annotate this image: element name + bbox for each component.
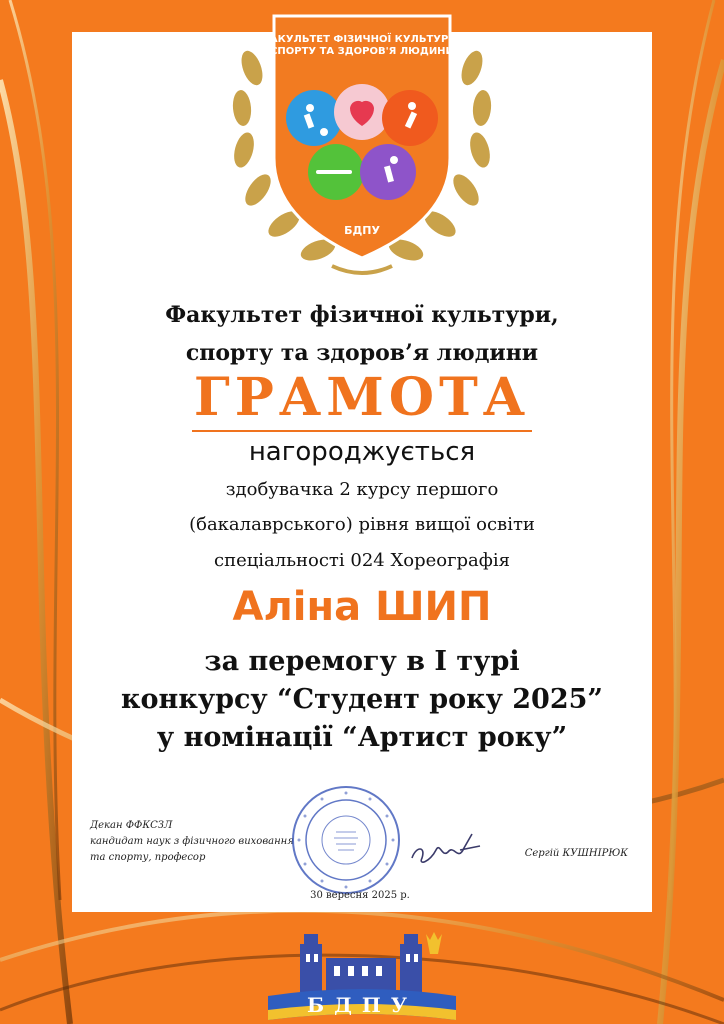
trident-icon xyxy=(426,932,442,954)
issue-date: 30 вересня 2025 р. xyxy=(310,890,410,901)
emblem-arc-text: ФАКУЛЬТЕТ ФІЗИЧНОЇ КУЛЬТУРИ, СПОРТУ ТА ЗДОРОВ'Я ЛЮДИНИ xyxy=(259,34,461,57)
bdpu-building-logo xyxy=(264,924,460,1024)
position-line-1: Декан ФФКСЗЛ xyxy=(90,820,173,831)
certificate-title: ГРАМОТА xyxy=(193,367,531,428)
position-line-2: кандидат наук з фізичного виховання xyxy=(90,836,294,847)
official-stamp-icon xyxy=(290,784,402,896)
title-underline xyxy=(192,430,532,432)
description-line-3: спеціальності 024 Хореографія xyxy=(213,550,510,571)
awarded-text: нагороджується xyxy=(248,437,476,467)
reason-line-2: конкурсу “Студент року 2025” xyxy=(121,684,603,715)
description-line-1: здобувачка 2 курсу першого xyxy=(225,479,499,500)
description-line-2: (бакалаврського) рівня вищої освіти xyxy=(189,514,535,535)
faculty-name-line-1: Факультет фізичної культури, xyxy=(165,302,559,328)
signature-icon xyxy=(408,828,484,872)
reason-line-1: за перемогу в І турі xyxy=(204,646,520,677)
bottom-logo-text: БДПУ xyxy=(307,993,417,1017)
emblem-bottom-text: БДПУ xyxy=(344,224,380,237)
football-icon xyxy=(286,90,342,146)
recipient-name: Аліна ШИП xyxy=(232,584,492,630)
signatory-position xyxy=(90,818,310,866)
position-line-3: та спорту, професор xyxy=(90,852,206,863)
faculty-emblem xyxy=(212,8,512,288)
faculty-name-line-2: спорту та здоров’я людини xyxy=(185,340,539,366)
reason-line-3: у номінації “Артист року” xyxy=(156,722,568,753)
signer-name: Сергій КУШНІРЮК xyxy=(524,848,628,859)
